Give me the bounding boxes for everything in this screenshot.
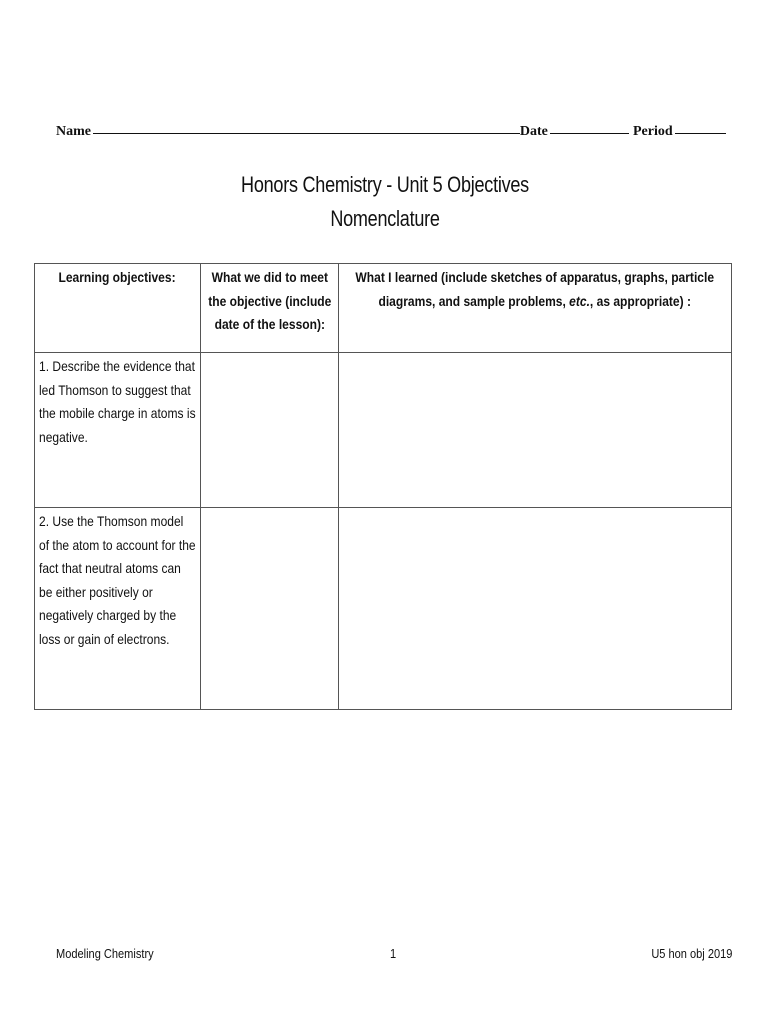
table-row bbox=[35, 508, 732, 710]
header-what-i-learned-tail: , as appropriate) : bbox=[590, 292, 692, 309]
footer-course: Modeling Chemistry bbox=[56, 946, 154, 961]
name-blank[interactable] bbox=[93, 132, 520, 134]
footer-doc-id: U5 hon obj 2019 bbox=[650, 946, 732, 961]
header-what-we-did: What we did to meet the objective (include date of the lesson): bbox=[201, 264, 339, 353]
footer-page-number: 1 bbox=[390, 946, 397, 961]
what-we-did-cell[interactable] bbox=[201, 508, 339, 710]
header-etc: etc. bbox=[569, 292, 591, 309]
what-i-learned-cell[interactable] bbox=[339, 353, 732, 508]
date-label: Date bbox=[519, 124, 548, 139]
page-title: Honors Chemistry - Unit 5 Objectives bbox=[241, 172, 529, 197]
what-i-learned-cell[interactable] bbox=[339, 508, 732, 710]
objective-cell: 1. Describe the evidence that led Thomson to suggest that the mobile charge in atoms is negative. bbox=[35, 353, 201, 508]
date-blank[interactable] bbox=[550, 132, 629, 134]
what-we-did-cell[interactable] bbox=[201, 353, 339, 508]
table-header-row bbox=[35, 264, 732, 353]
header-what-i-learned bbox=[339, 264, 732, 353]
objectives-table bbox=[34, 263, 732, 710]
header-learning-objectives: Learning objectives: bbox=[35, 264, 201, 353]
page-subtitle: Nomenclature bbox=[330, 206, 440, 231]
student-info-line bbox=[56, 124, 726, 140]
period-blank[interactable] bbox=[675, 132, 726, 134]
table-row bbox=[35, 353, 732, 508]
name-label: Name bbox=[56, 124, 91, 139]
header-what-i-learned-text: What I learned (include sketches of apparatus, graphs, particle diagrams, and sample problems, bbox=[355, 269, 715, 309]
objective-cell: 2. Use the Thomson model of the atom to account for the fact that neutral atoms can be either positively or negatively charged by the loss or gain of electrons. bbox=[35, 508, 201, 710]
period-label: Period bbox=[632, 124, 673, 139]
